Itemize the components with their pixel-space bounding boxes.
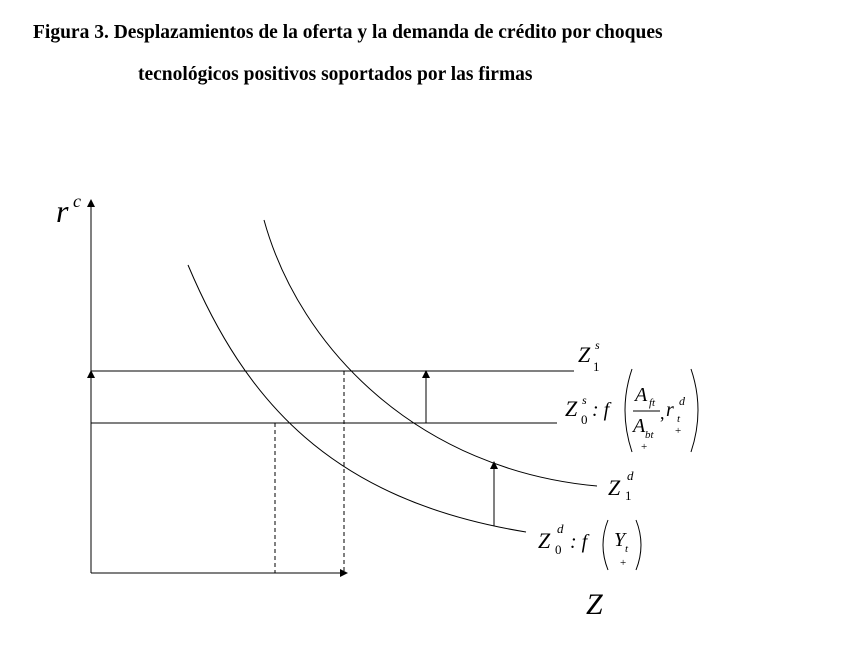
- svg-text:s: s: [595, 338, 600, 352]
- svg-text:Z: Z: [578, 342, 591, 367]
- supply-z0-label: [565, 369, 698, 453]
- demand-curve-z0: [188, 265, 526, 532]
- svg-text:1: 1: [625, 488, 632, 503]
- y-axis-label-superscript: c: [73, 191, 81, 211]
- svg-text:s: s: [582, 393, 587, 407]
- svg-text:+: +: [675, 425, 682, 437]
- x-axis-label: Z: [586, 588, 603, 621]
- svg-text:Y: Y: [614, 529, 626, 551]
- figure-title-line-2: tecnológicos positivos soportados por las firmas: [138, 64, 533, 85]
- svg-text:+: +: [620, 557, 627, 569]
- svg-text:: f: : f: [592, 399, 610, 421]
- svg-text:A: A: [633, 415, 646, 437]
- right-paren: [636, 520, 641, 570]
- svg-text:d: d: [627, 468, 634, 483]
- y-axis-label: r: [56, 193, 69, 229]
- svg-text:d: d: [679, 394, 685, 408]
- svg-text:bt: bt: [645, 429, 654, 441]
- right-paren: [691, 369, 698, 452]
- left-paren: [603, 520, 608, 570]
- demand-curve-z1: [264, 220, 597, 486]
- svg-text:A: A: [635, 384, 648, 406]
- svg-text:r: r: [666, 399, 674, 421]
- svg-text:Z: Z: [538, 528, 551, 553]
- figure-title-line-1: Figura 3. Desplazamientos de la oferta y la demanda de crédito por choques: [33, 22, 663, 43]
- svg-text:1: 1: [593, 359, 600, 374]
- demand-z1-label: [608, 468, 634, 503]
- svg-text:Z: Z: [565, 396, 578, 421]
- supply-z1-label: [578, 338, 600, 374]
- demand-z0-label: [538, 520, 641, 570]
- svg-text:,: ,: [660, 403, 665, 423]
- left-paren: [625, 369, 632, 452]
- svg-text:+: +: [641, 441, 648, 453]
- svg-text:ft: ft: [649, 397, 656, 409]
- svg-text:0: 0: [581, 412, 588, 427]
- svg-text:: f: : f: [570, 531, 588, 553]
- svg-text:Z: Z: [608, 475, 621, 500]
- svg-text:t: t: [625, 543, 629, 555]
- svg-text:d: d: [557, 521, 564, 536]
- svg-text:t: t: [677, 413, 681, 425]
- svg-text:0: 0: [555, 542, 562, 557]
